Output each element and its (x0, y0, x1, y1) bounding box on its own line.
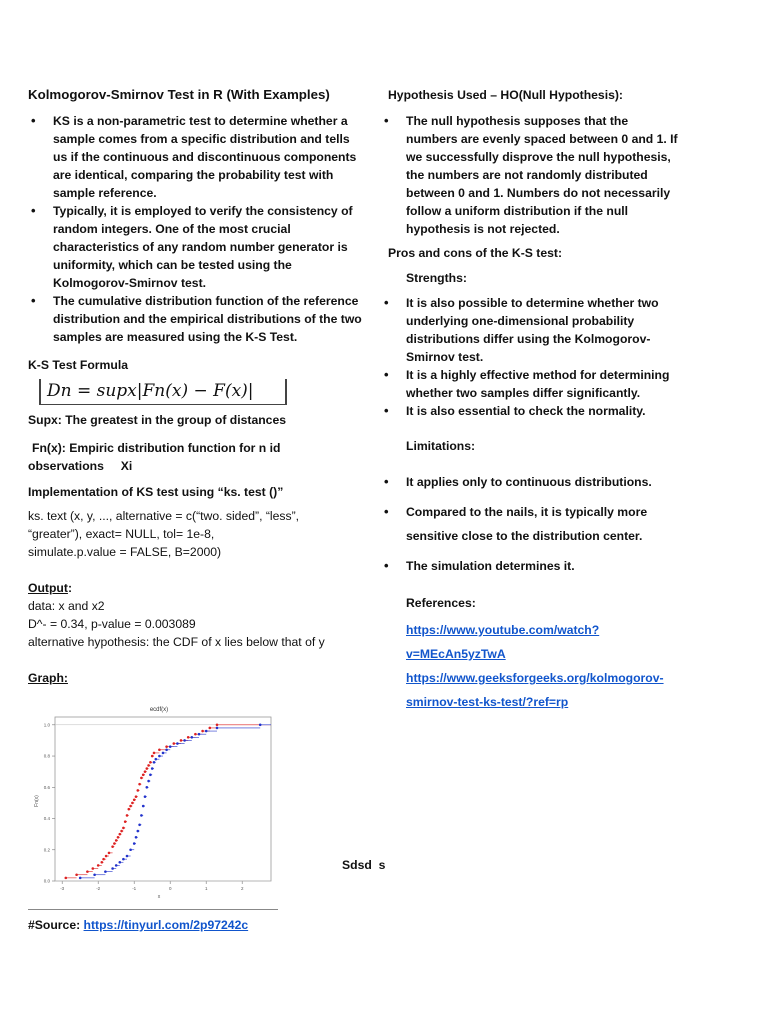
ecdf-point-x2 (158, 755, 161, 758)
y-tick-label: 0.8 (43, 753, 50, 759)
ecdf-point-x2 (149, 773, 152, 776)
intro-bullet: • Typically, it is employed to verify the consistency of random integers. One of the most crucial characteristics of any random number generator is uniformity, which can be tested using the Kolmogorov-Smirnov test. (28, 202, 363, 292)
ecdf-point-x (209, 727, 212, 730)
x-tick-label: -1 (132, 886, 137, 891)
ecdf-point-x2 (146, 786, 149, 789)
source-label: #Source: (28, 918, 84, 932)
ecdf-point-x (144, 770, 147, 773)
strengths-list (381, 294, 681, 420)
fn-text-1: Fn(x): Empiric distribution function for n id (32, 441, 281, 455)
ecdf-point-x (180, 739, 183, 742)
ecdf-point-x (131, 802, 134, 805)
ecdf-point-x2 (79, 877, 82, 880)
source-line (28, 918, 248, 932)
pros-heading: Pros and cons of the K-S test: (388, 246, 563, 260)
ecdf-point-x (108, 852, 111, 855)
ecdf-point-x2 (122, 858, 125, 861)
ecdf-point-x (120, 830, 123, 833)
ecdf-point-x2 (191, 736, 194, 739)
ecdf-point-x (129, 805, 132, 808)
ecdf-point-x2 (176, 742, 179, 745)
source-link[interactable]: https://tinyurl.com/2p97242c (83, 918, 249, 932)
intro-list (28, 112, 363, 346)
output-heading-colon: : (67, 581, 72, 595)
ecdf-point-x2 (205, 730, 208, 733)
x-tick-label: -2 (96, 886, 101, 891)
ecdf-point-x (113, 842, 116, 845)
ecdf-point-x (111, 845, 114, 848)
ecdf-point-x (122, 827, 125, 830)
y-tick-label: 1.0 (43, 722, 50, 728)
supx-text: Supx: The greatest in the group of distances (28, 413, 287, 427)
ecdf-point-x2 (126, 855, 129, 858)
graph-heading: Graph: (28, 671, 68, 685)
x-axis-label: x (157, 894, 161, 900)
ecdf-point-x2 (115, 864, 118, 867)
chart-title: ecdf(x) (149, 707, 169, 713)
reference-link-line[interactable]: https://www.geeksforgeeks.org/kolmogorov- (406, 671, 664, 685)
ecdf-point-x (105, 855, 108, 858)
ecdf-point-x2 (162, 752, 165, 755)
code-line: ks. text (x, y, ..., alternative = c(“two. sided”, “less”, (28, 509, 300, 523)
ecdf-point-x2 (155, 758, 158, 761)
ecdf-point-x (126, 814, 129, 817)
x-tick-label: -3 (60, 886, 65, 891)
y-tick-label: 0.6 (43, 784, 50, 790)
ecdf-point-x (187, 736, 190, 739)
y-tick-label: 0.2 (43, 847, 50, 853)
ecdf-point-x (137, 789, 140, 792)
ecdf-chart (30, 701, 363, 906)
limitations-heading: Limitations: (406, 439, 476, 453)
ecdf-point-x2 (93, 873, 96, 876)
limitation-item: • The simulation determines it. (381, 554, 681, 578)
ecdf-point-x (153, 752, 156, 755)
strength-item: • It is a highly effective method for determining whether two samples differ significantly. (381, 366, 681, 402)
ecdf-point-x2 (144, 795, 147, 798)
strength-item: • It is also possible to determine whether two underlying one-dimensional probability distributions differ using the Kolmogorov-Smirnov test. (381, 294, 681, 366)
ecdf-point-x2 (142, 805, 145, 808)
fn-text-2: observations Xi (28, 459, 133, 473)
output-line: D^- = 0.34, p-value = 0.003089 (28, 617, 196, 631)
ecdf-point-x (92, 867, 95, 870)
ecdf-point-x2 (129, 848, 132, 851)
ecdf-point-x (158, 749, 161, 752)
y-axis-label: Fn(x) (34, 795, 40, 807)
ecdf-point-x (149, 761, 152, 764)
left-column (28, 86, 363, 906)
limitations-list (381, 470, 681, 578)
ecdf-point-x (128, 808, 131, 811)
ecdf-point-x2 (147, 780, 150, 783)
ecdf-point-x (165, 745, 168, 748)
intro-bullet: • The cumulative distribution function of the reference distribution and the empirical distributions of the two samples are measured using the K-S Test. (28, 292, 363, 346)
y-tick-label: 0.4 (43, 816, 50, 822)
output-heading-label: Output (28, 581, 68, 595)
ecdf-point-x (133, 798, 136, 801)
ecdf-point-x (86, 870, 89, 873)
reference-youtube[interactable] (406, 618, 681, 666)
reference-link-line[interactable]: https://www.youtube.com/watch? (406, 623, 600, 637)
ecdf-point-x2 (104, 870, 107, 873)
intro-bullet: • KS is a non-parametric test to determine whether a sample comes from a specific distribution and tells us if the continuous and discontinuous components are identical, comparing the probability test with sample reference. (28, 112, 363, 202)
output-heading (28, 579, 363, 597)
divider (28, 909, 278, 910)
ecdf-point-x (201, 730, 204, 733)
ecdf-point-x (142, 773, 145, 776)
ecdf-point-x (97, 864, 100, 867)
limitation-item: • Compared to the nails, it is typically more sensitive close to the distribution center. (381, 500, 681, 548)
ecdf-point-x (194, 733, 197, 736)
formula: Dn = supx|Fn(x) − F(x)| (39, 379, 287, 405)
hypothesis-bullet: • The null hypothesis supposes that the numbers are evenly spaced between 0 and 1. If we successfully disprove the null hypothesis, the numbers are not randomly distributed between 0 and 1. Numbers do not necessarily follow a uniform distribution if the null hypothesis is not rejected. (381, 112, 681, 238)
ecdf-point-x (151, 755, 154, 758)
strength-item: • It is also essential to check the normality. (381, 402, 681, 420)
ecdf-point-x (117, 836, 120, 839)
ecdf-point-x2 (133, 842, 136, 845)
ecdf-point-x2 (216, 727, 219, 730)
ecdf-point-x2 (111, 867, 114, 870)
limitation-item: • It applies only to continuous distributions. (381, 470, 681, 494)
ecdf-point-x (65, 877, 68, 880)
reference-link-line[interactable]: v=MEcAn5yzTwA (406, 647, 506, 661)
right-column (381, 86, 681, 714)
ecdf-point-x2 (140, 814, 143, 817)
ecdf-point-x (216, 724, 219, 727)
plot-frame (55, 717, 271, 881)
ecdf-point-x (124, 820, 127, 823)
strengths-heading: Strengths: (406, 271, 467, 285)
ecdf-point-x2 (153, 761, 156, 764)
ecdf-point-x2 (165, 749, 168, 752)
stray-text: Sdsd s (342, 858, 386, 872)
ecdf-point-x (146, 767, 149, 770)
page-title: Kolmogorov-Smirnov Test in R (With Examples) (28, 87, 330, 102)
ecdf-point-x (173, 742, 176, 745)
reference-link-line[interactable]: smirnov-test-ks-test/?ref=rp (406, 695, 569, 709)
code-line: “greater”), exact= NULL, tol= 1e-8, (28, 527, 215, 541)
x-tick-label: 0 (168, 886, 172, 891)
ecdf-point-x2 (137, 830, 140, 833)
ecdf-point-x (119, 833, 122, 836)
hypothesis-heading: Hypothesis Used – HO(Null Hypothesis): (388, 88, 623, 102)
ecdf-point-x (140, 777, 143, 780)
ecdf-point-x (135, 795, 138, 798)
ecdf-point-x (75, 873, 78, 876)
reference-geeksforgeeks[interactable] (406, 666, 681, 714)
ecdf-point-x (101, 861, 104, 864)
ecdf-chart-svg (30, 701, 280, 901)
ecdf-point-x (115, 839, 118, 842)
x-tick-label: 2 (240, 886, 244, 891)
output-line: data: x and x2 (28, 599, 105, 613)
ecdf-point-x2 (183, 739, 186, 742)
ecdf-point-x (102, 858, 105, 861)
ecdf-point-x (138, 783, 141, 786)
ecdf-point-x2 (151, 767, 154, 770)
ecdf-point-x2 (135, 836, 138, 839)
ecdf-point-x2 (169, 745, 172, 748)
y-tick-label: 0.0 (43, 878, 50, 884)
references-heading: References: (406, 596, 476, 610)
impl-heading: Implementation of KS test using “ks. test ()” (28, 485, 284, 499)
ecdf-point-x2 (259, 724, 262, 727)
formula-heading: K-S Test Formula (28, 358, 128, 372)
ecdf-point-x2 (198, 733, 201, 736)
output-line: alternative hypothesis: the CDF of x lies below that of y (28, 635, 325, 649)
x-tick-label: 1 (204, 886, 208, 891)
ecdf-point-x2 (138, 823, 141, 826)
ecdf-point-x2 (119, 861, 122, 864)
ecdf-point-x (147, 764, 150, 767)
code-line: simulate.p.value = FALSE, B=2000) (28, 545, 222, 559)
hypothesis-list (381, 112, 681, 238)
